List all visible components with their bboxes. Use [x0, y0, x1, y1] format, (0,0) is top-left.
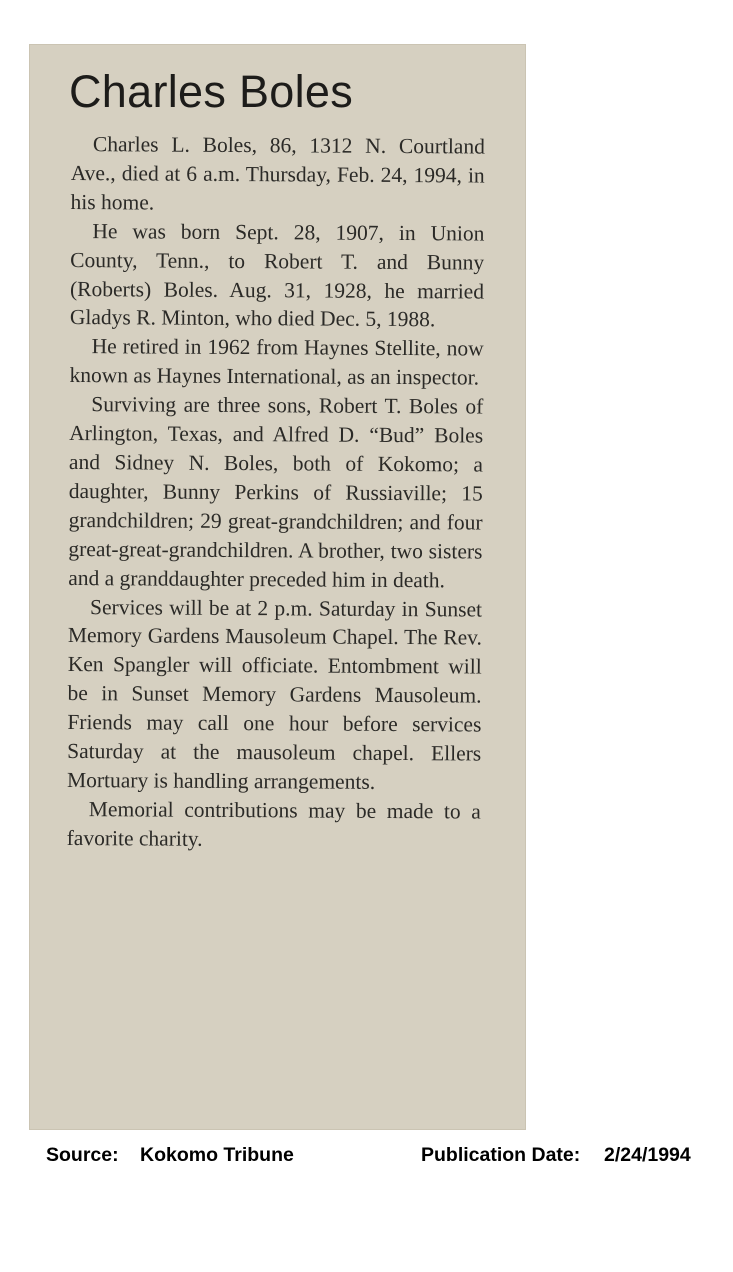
- newspaper-clipping: [29, 44, 526, 1130]
- paragraph-services: Services will be at 2 p.m. Saturday in Sunset Memory Gardens Mausoleum Chapel. The Rev. Ken Spangler will officiate. Entombment will be in Sunset Memory Gardens Mausoleum. Friends may call one hour before services Saturday at the mausoleum chapel. Ellers Mortuary is handling arrangements.: [66, 594, 483, 794]
- paragraph-birth-marriage: He was born Sept. 28, 1907, in Union County, Tenn., to Robert T. and Bunny (Roberts) Boles. Aug. 31, 1928, he married Gladys R. Minton, who died Dec. 5, 1988.: [69, 218, 485, 332]
- paragraph-memorials: Memorial contributions may be made to a favorite charity.: [66, 796, 481, 851]
- obituary-headline: Charles Boles: [69, 66, 354, 117]
- publication-date-value: 2/24/1994: [604, 1144, 691, 1166]
- paragraph-career: He retired in 1962 from Haynes Stellite, now known as Haynes International, as an inspector.: [69, 334, 484, 390]
- obituary-body: [67, 130, 485, 855]
- paragraph-death-notice: Charles L. Boles, 86, 1312 N. Courtland Ave., died at 6 a.m. Thursday, Feb. 24, 1994, in his home.: [70, 132, 485, 215]
- citation-footer: [0, 1140, 733, 1170]
- source-label: Source:: [46, 1144, 119, 1166]
- paragraph-survivors: Surviving are three sons, Robert T. Boles of Arlington, Texas, and Alfred D. “Bud” Boles and Sidney N. Boles, both of Kokomo; a daughter, Bunny Perkins of Russiaville; 15 grandchildren; 29 great-grandchildren; and four great-great-grandchildren. A brother, two sisters and a granddaughter preceded him in death.: [68, 392, 484, 592]
- publication-date-label: Publication Date:: [421, 1144, 581, 1166]
- source-value: Kokomo Tribune: [140, 1144, 294, 1166]
